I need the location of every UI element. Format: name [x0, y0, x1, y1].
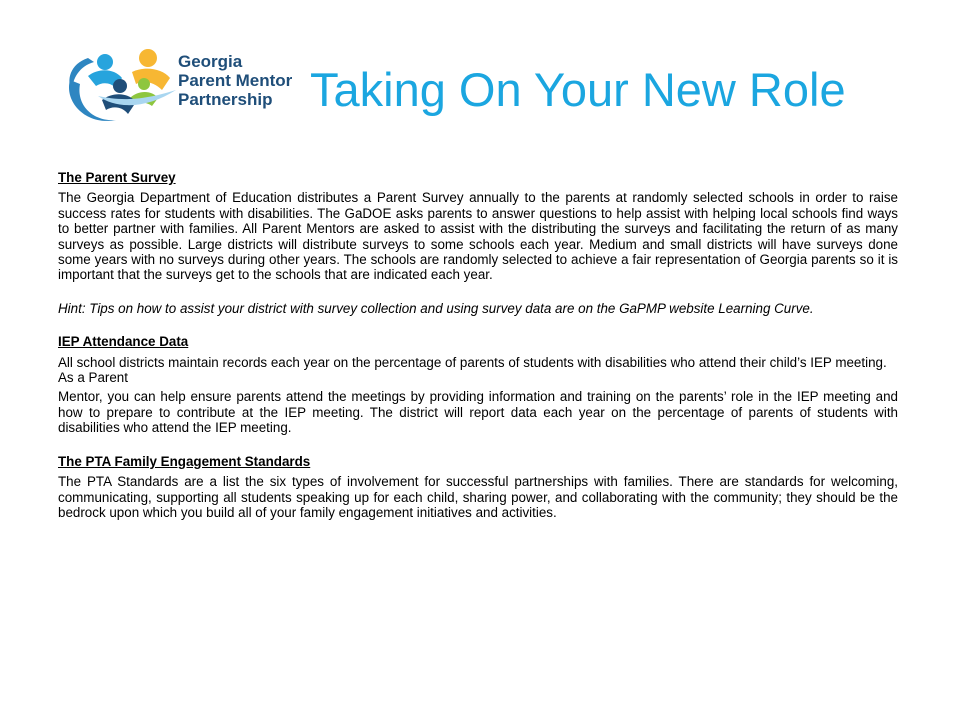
pta-heading: The PTA Family Engagement Standards: [58, 453, 311, 469]
partnership-figures-icon: [58, 40, 183, 132]
logo-line-2: Parent Mentor: [178, 71, 293, 90]
iep-paragraph-2: Mentor, you can help ensure parents attend the meetings by providing information and training on the parents’ role in the IEP meeting and how to prepare to contribute at the IEP meeting. The district will report data each year on the percentage of parents of students with disabilities who attend the IEP meeting.: [58, 389, 898, 436]
logo-line-1: Georgia: [178, 52, 243, 71]
survey-hint: Hint: Tips on how to assist your district with survey collection and using survey data are on the GaPMP website Learning Curve.: [58, 300, 814, 316]
iep-heading: IEP Attendance Data: [58, 334, 189, 350]
survey-heading: The Parent Survey: [58, 170, 176, 185]
logo-line-3: Partnership: [178, 90, 273, 109]
page-title: Taking On Your New Role: [310, 63, 846, 116]
iep-paragraph-1: All school districts maintain records each year on the percentage of parents of students with disabilities who attend their child’s IEP meeting. As a Parent: [58, 354, 887, 386]
pta-paragraph: The PTA Standards are a list the six types of involvement for successful partnerships with families. There are standards for welcoming, communicating, supporting all students speaking up for each child, sharing power, and collaborating with the community; they should be the bedrock upon which you build all of your family engagement initiatives and activities.: [58, 474, 898, 520]
logo-wordmark: [178, 52, 292, 109]
spacer: [58, 436, 898, 454]
spacer: [58, 283, 898, 301]
content-body: [58, 170, 898, 520]
spacer: [58, 316, 898, 334]
survey-paragraph: The Georgia Department of Education distributes a Parent Survey annually to the parents at randomly selected schools in order to raise success rates for students with disabilities. The GaDOE asks parents to answer questions to help assist with helping local schools find ways to better partner with families. All Parent Mentors are asked to assist with the distributing the surveys and facilitating the return of as many surveys as possible. Large districts will distribute surveys to some schools each year. Medium and small districts will have surveys done some years with no surveys during other years. The schools are randomly selected to achieve a fair representation of Georgia parents so it is important that the surveys get to the schools that are indicated each year.: [58, 190, 898, 283]
gapmp-logo: [58, 40, 293, 132]
